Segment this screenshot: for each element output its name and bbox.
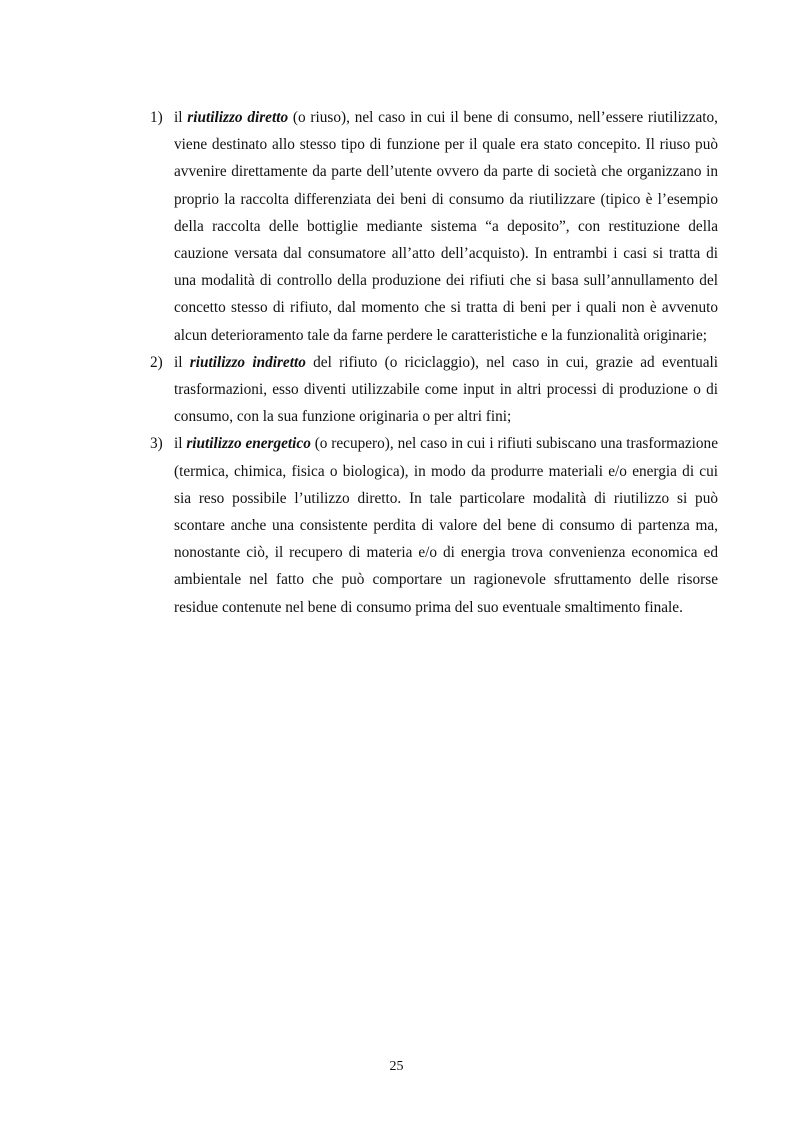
list-item-body: (o riuso), nel caso in cui il bene di consumo, nell’essere riutilizzato, viene destinato allo stesso tipo di funzione per il quale era stato concepito. Il riuso può avvenire direttamente da parte dell’utente ovvero da parte di società che organizzano in proprio la raccolta differenziata dei beni di consumo da riutilizzare (tipico è l’esempio della raccolta delle bottiglie mediante sistema “a deposito”, con restituzione della cauzione versata dal consumatore all’atto dell’acquisto). In entrambi i casi si tratta di una modalità di controllo della produzione dei rifiuti che si basa sull’annullamento del concetto stesso di rifiuto, dal momento che si tratta di beni per i quali non è avvenuto alcun deterioramento tale da farne perdere le caratteristiche e la funzionalità originarie; (174, 109, 718, 344)
list-item-number: 3) (150, 435, 163, 453)
list-item-prefix: il (174, 435, 187, 453)
list-item-text (174, 104, 718, 349)
list-item (150, 104, 718, 349)
page-number: 25 (389, 1059, 404, 1074)
list-item (150, 430, 718, 620)
list-item-body: del rifiuto (o riciclaggio), nel caso in cui, grazie ad eventuali trasformazioni, esso diventi utilizzabile come input in altri processi di produzione o di consumo, con la sua funzione originaria o per altri fini; (174, 353, 719, 426)
list-item-body: (o recupero), nel caso in cui i rifiuti subiscano una trasformazione (termica, chimica, fisica o biologica), in modo da produrre materiali e/o energia di cui sia reso possibile l’utilizzo diretto. In tale particolare modalità di riutilizzo si può scontare anche una consistente perdita di valore del bene di consumo di partenza ma, nonostante ciò, il recupero di materia e/o di energia trova convenienza economica ed ambientale nel fatto che può comportare un ragionevole sfruttamento delle risorse residue contenute nel bene di consumo prima del suo eventuale smaltimento finale. (174, 435, 718, 616)
list-item-term: riutilizzo indiretto (189, 353, 306, 371)
list-item-prefix: il (174, 353, 190, 371)
document-body (150, 104, 718, 621)
list-item-text (174, 349, 718, 431)
list-item-term: riutilizzo energetico (186, 435, 311, 453)
list-item-number: 2) (150, 353, 163, 371)
list-item-text (174, 430, 718, 620)
list-item-number: 1) (150, 109, 163, 126)
list-item (150, 349, 718, 431)
list-item-term: riutilizzo diretto (187, 109, 289, 126)
list-item-prefix: il (174, 109, 188, 126)
